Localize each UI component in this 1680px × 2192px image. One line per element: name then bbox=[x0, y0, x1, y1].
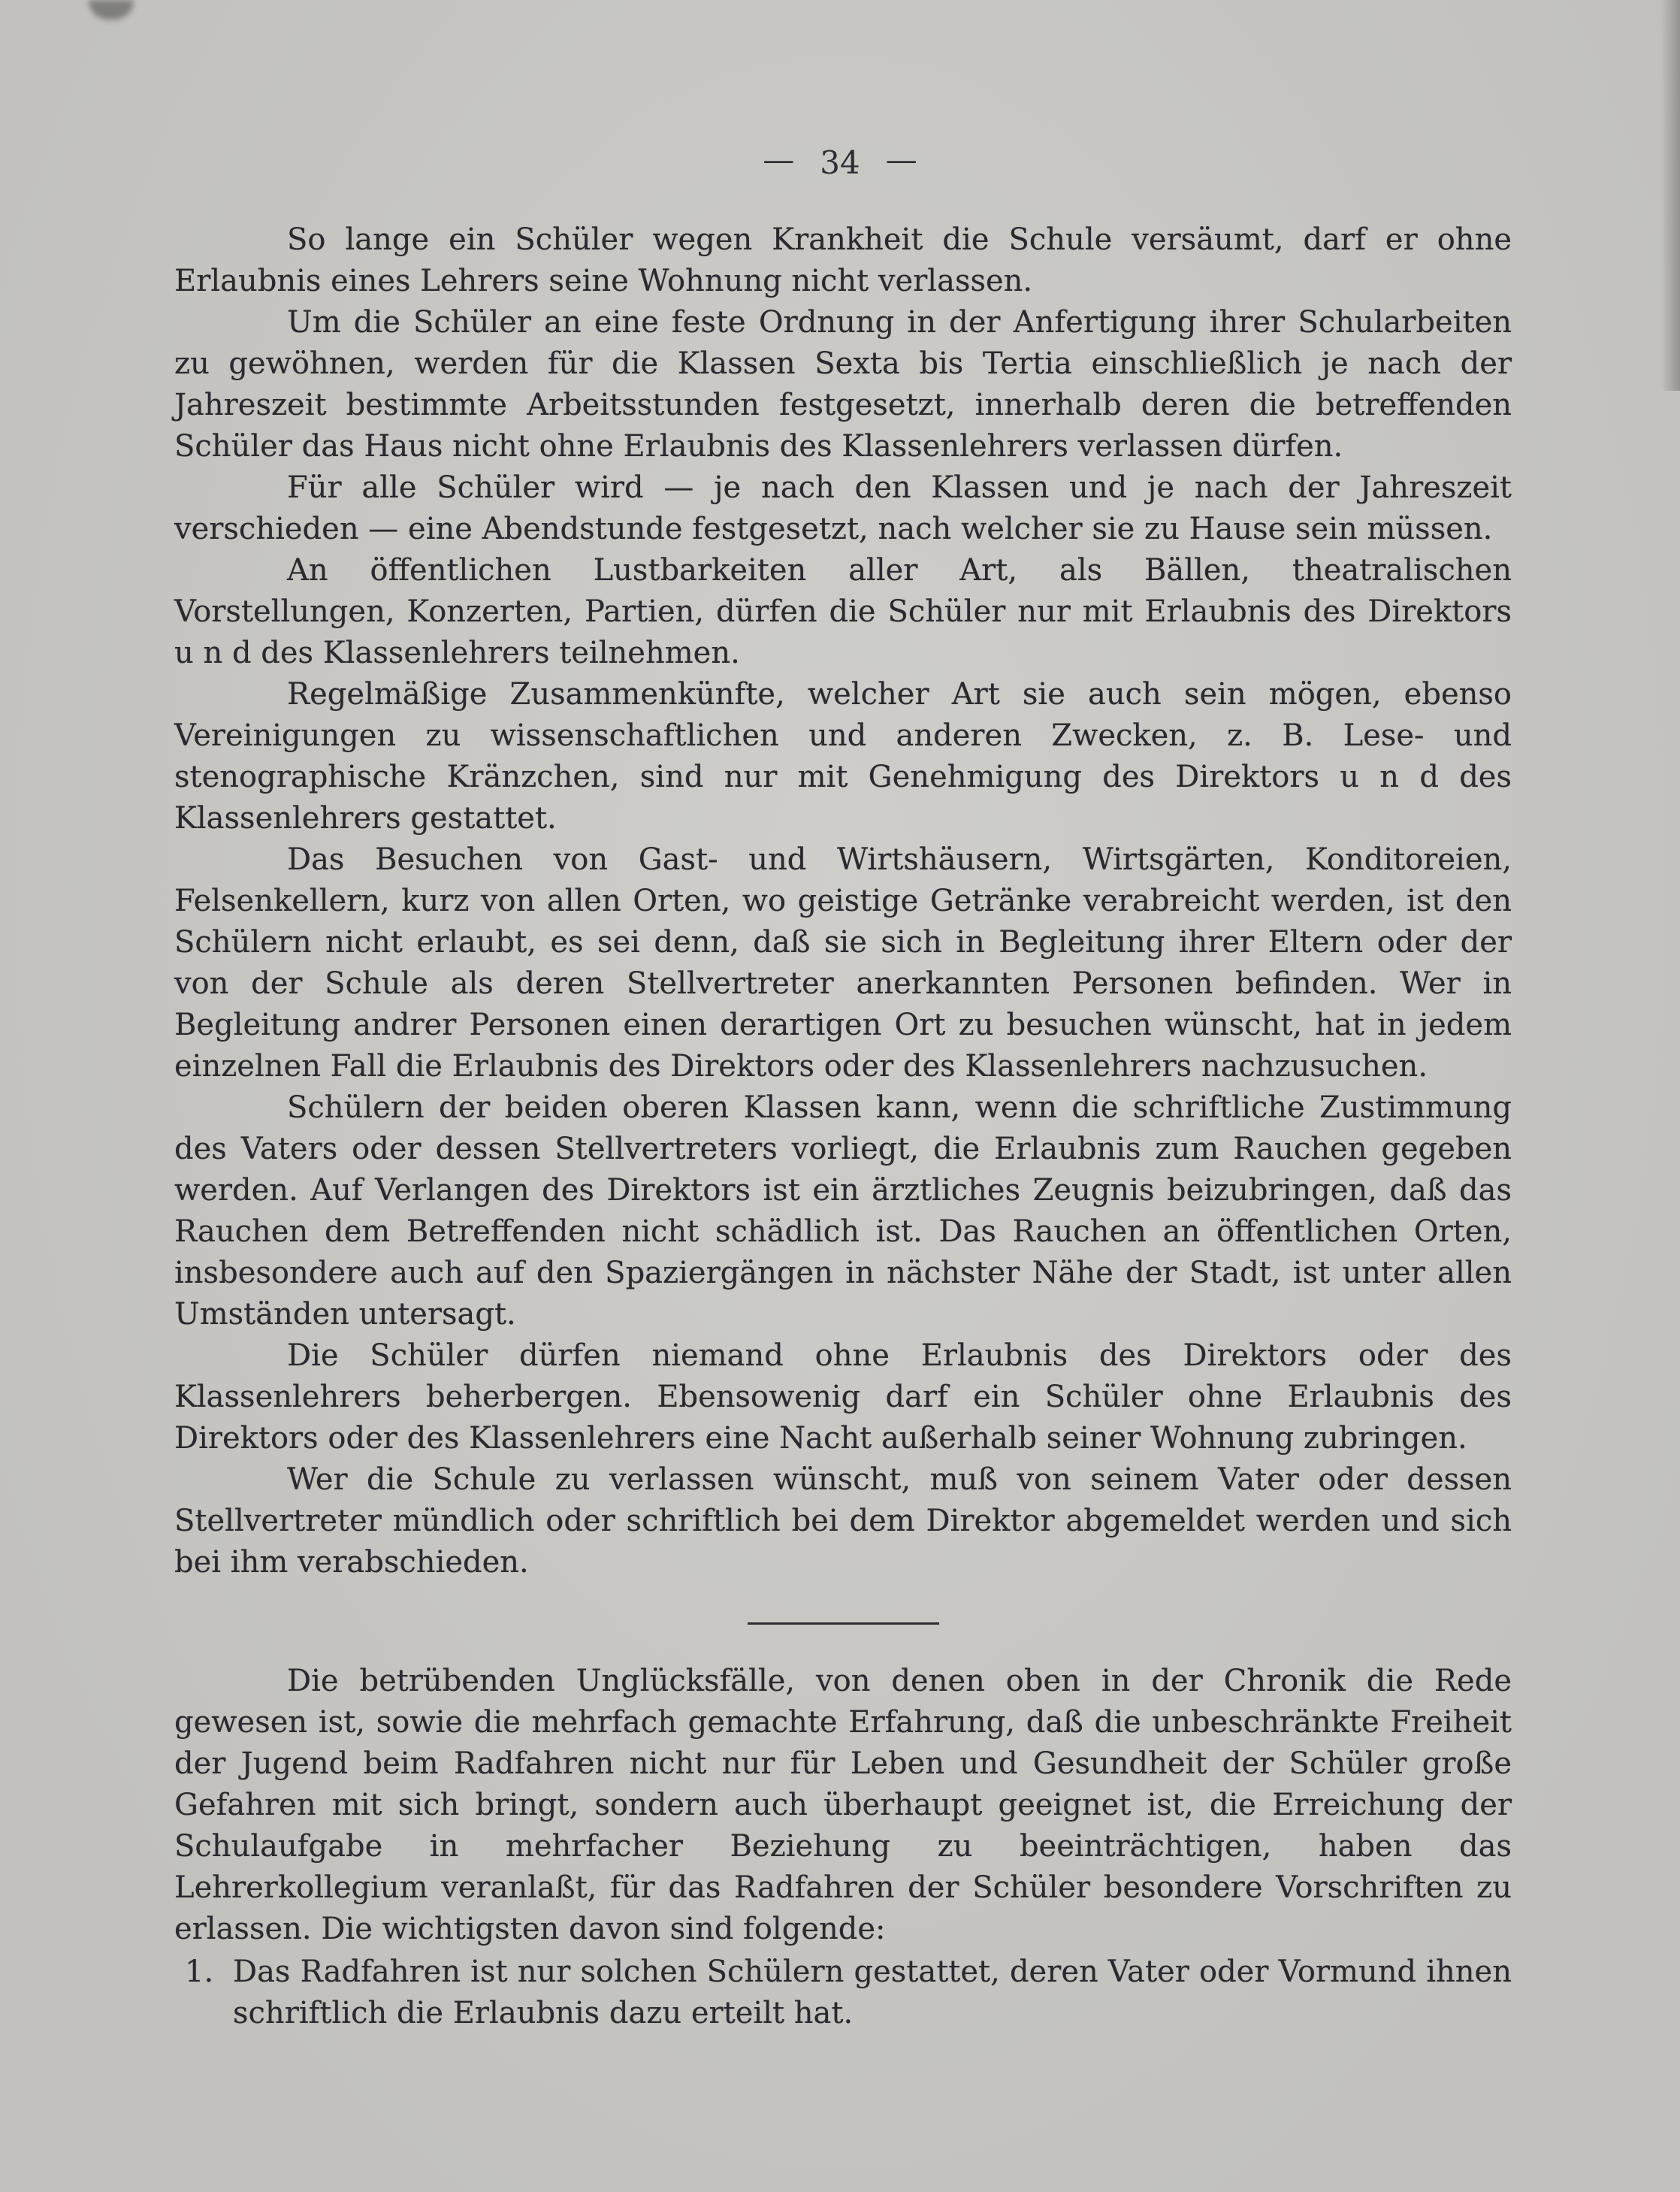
paragraph-evening-hour: Für alle Schüler wird — je nach den Klassen und je nach der Jahreszeit verschieden — eine Abendstunde festgesetzt, nach welcher sie zu Hause sein müssen. bbox=[174, 470, 1512, 546]
section-divider bbox=[748, 1622, 939, 1625]
paragraph-lodging: Die Schüler dürfen niemand ohne Erlaubnis des Direktors oder des Klassenlehrers beherbergen. Ebensowenig darf ein Schüler ohne Erlaubnis des Direktors oder des Klassenlehrers eine Nacht außerhalb seiner Wohnung zubringen. bbox=[174, 1338, 1512, 1456]
page-number bbox=[0, 141, 1680, 181]
page-number-dash-left: — bbox=[763, 141, 795, 178]
scan-artifact bbox=[89, 0, 134, 20]
paragraph-smoking: Schülern der beiden oberen Klassen kann, wenn die schriftliche Zustimmung des Vaters oder dessen Stellvertreters vorliegt, die Erlaubnis zum Rauchen gegeben werden. Auf Verlangen des Direktors ist ein ärztliches Zeugnis beizubringen, daß das Rauchen dem Betreffenden nicht schädlich ist. Das Rauchen an öffentlichen Orten, insbesondere auch auf den Spaziergängen in nächster Nähe der Stadt, ist unter allen Umständen untersagt. bbox=[174, 1090, 1512, 1332]
page-number-dash-right: — bbox=[885, 141, 917, 178]
cycling-rules-list bbox=[174, 1952, 1512, 2034]
paragraph-regular-meetings: Regelmäßige Zusammenkünfte, welcher Art sie auch sein mögen, ebenso Vereinigungen zu wissenschaftlichen und anderen Zwecken, z. B. Lese- und stenographische Kränzchen, sind nur mit Genehmigung des Direktors u n d des Klassenlehrers gestattet. bbox=[174, 677, 1512, 836]
list-item-marker: 1. bbox=[185, 1955, 214, 1989]
paragraph-leaving-school: Wer die Schule zu verlassen wünscht, muß von seinem Vater oder dessen Stellvertreter mündlich oder schriftlich bei dem Direktor abgemeldet werden und sich bei ihm verabschieden. bbox=[174, 1462, 1512, 1580]
scan-artifact bbox=[1660, 0, 1680, 391]
page-number-value: 34 bbox=[820, 144, 860, 181]
list-item-text: Das Radfahren ist nur solchen Schülern gestattet, deren Vater oder Vormund ihnen schriftlich die Erlaubnis dazu erteilt hat. bbox=[233, 1955, 1512, 2030]
text-block bbox=[174, 219, 1512, 2034]
paragraph-cycling-intro: Die betrübenden Unglücksfälle, von denen oben in der Chronik die Rede gewesen ist, sowie die mehrfach gemachte Erfahrung, daß die unbeschränkte Freiheit der Jugend beim Radfahren nicht nur für Leben und Gesundheit der Schüler große Gefahren mit sich bringt, sondern auch überhaupt geeignet ist, die Erreichung der Schulaufgabe in mehrfacher Beziehung zu beeinträchtigen, haben das Lehrerkollegium veranlaßt, für das Radfahren der Schüler besondere Vorschriften zu erlassen. Die wichtigsten davon sind folgende: bbox=[174, 1664, 1512, 1946]
paragraph-taverns: Das Besuchen von Gast- und Wirtshäusern, Wirtsgärten, Konditoreien, Felsenkellern, kurz von allen Orten, wo geistige Getränke verabreicht werden, ist den Schülern nicht erlaubt, es sei denn, daß sie sich in Begleitung ihrer Eltern oder der von der Schule als deren Stellvertreter anerkannten Personen befinden. Wer in Begleitung andrer Personen einen derartigen Ort zu besuchen wünscht, hat in jedem einzelnen Fall die Erlaubnis des Direktors oder des Klassenlehrers nachzusuchen. bbox=[174, 842, 1512, 1084]
paragraph-sick-leave: So lange ein Schüler wegen Krankheit die Schule versäumt, darf er ohne Erlaubnis eines Lehrers seine Wohnung nicht verlassen. bbox=[174, 222, 1512, 298]
paragraph-work-hours: Um die Schüler an eine feste Ordnung in der Anfertigung ihrer Schularbeiten zu gewöhnen, werden für die Klassen Sexta bis Tertia einschließlich je nach der Jahreszeit bestimmte Arbeitsstunden festgesetzt, innerhalb deren die betreffenden Schüler das Haus nicht ohne Erlaubnis des Klassenlehrers verlassen dürfen. bbox=[174, 305, 1512, 464]
paragraph-public-amusements: An öffentlichen Lustbarkeiten aller Art, als Bällen, theatralischen Vorstellungen, Konzerten, Partien, dürfen die Schüler nur mit Erlaubnis des Direktors u n d des Klassenlehrers teilnehmen. bbox=[174, 553, 1512, 670]
list-item bbox=[185, 1952, 1512, 2034]
